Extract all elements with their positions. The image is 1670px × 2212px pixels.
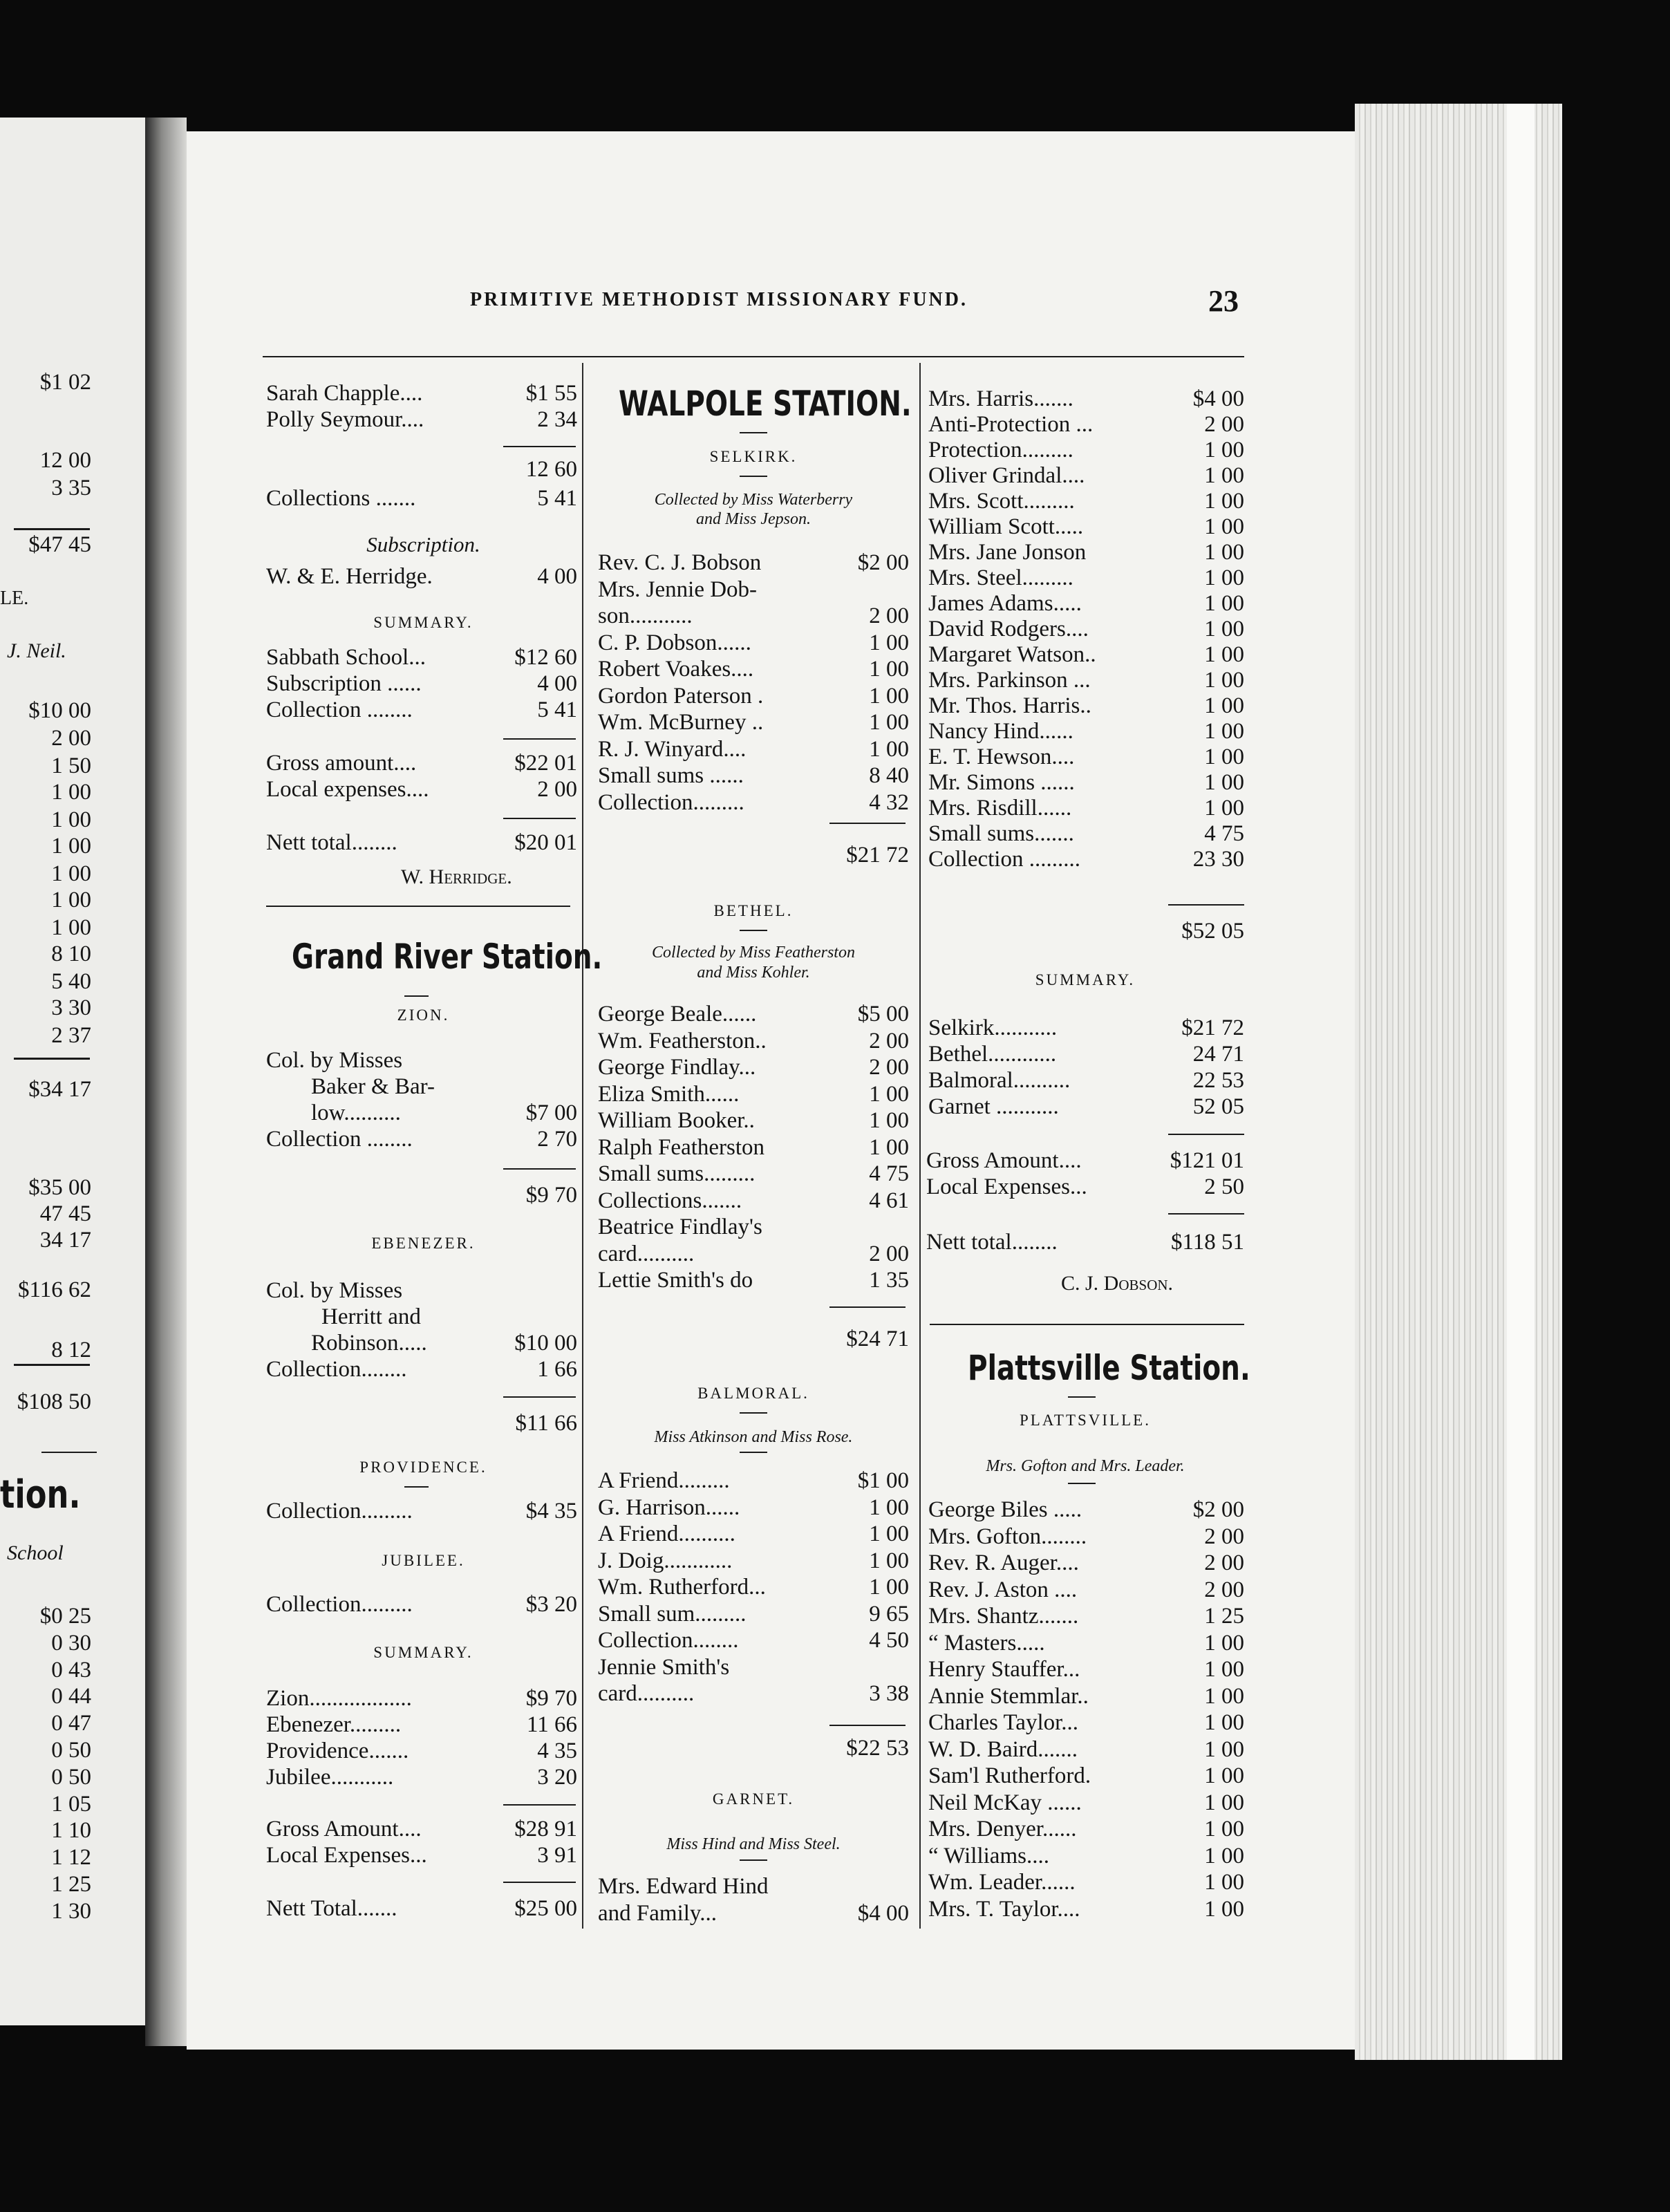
bethel-collectors: Collected by Miss Featherston [652, 944, 855, 962]
left-page-value: 12 00 [39, 448, 91, 473]
entry-amount: 1 00 [869, 630, 909, 655]
entry-amount: $4 00 [1192, 386, 1244, 411]
entry-amount: 1 00 [1204, 693, 1244, 718]
entry-amount: 2 00 [869, 603, 909, 628]
entry-amount: 1 00 [1204, 1790, 1244, 1815]
signature: W. Herridge. [401, 865, 512, 888]
entry-amount: 8 40 [869, 763, 909, 788]
entry-amount: 1 00 [1204, 1736, 1244, 1762]
left-page-value: 0 50 [51, 1764, 91, 1790]
entry-name: “ Masters..... [928, 1630, 1045, 1656]
entry-name: Collection......... [598, 789, 744, 815]
entry-name: James Adams..... [928, 591, 1082, 616]
grand-river-station-title: Grand River Station. [292, 937, 603, 977]
entry-name: Mrs. T. Taylor.... [928, 1896, 1080, 1922]
entry-name: Protection......... [928, 438, 1073, 462]
summary-heading: SUMMARY. [373, 614, 473, 631]
entry-name: Collection ......... [928, 847, 1080, 872]
left-page-value: 1 00 [51, 780, 91, 805]
entry-amount: 4 32 [869, 789, 909, 815]
entry-amount: 1 00 [1204, 540, 1244, 565]
entry-name: Wm. Leader...... [928, 1870, 1076, 1895]
entry-name: Gordon Paterson . [598, 683, 764, 709]
sum-rule [1168, 1213, 1244, 1215]
summary-heading: SUMMARY. [1035, 971, 1136, 988]
entry-name: George Biles ..... [928, 1497, 1082, 1522]
entry-name: “ Williams.... [928, 1843, 1049, 1868]
header-rule [263, 356, 1244, 357]
signature: C. J. Dobson. [1061, 1272, 1174, 1295]
entry-amount: 2 00 [1204, 1550, 1244, 1575]
entry-name: Small sums ...... [598, 763, 744, 788]
entry-name: Mrs. Steel......... [928, 565, 1073, 590]
entry-name: Balmoral.......... [928, 1068, 1071, 1093]
entry-name: card.......... [598, 1681, 695, 1706]
sum-rule [829, 1306, 906, 1308]
entry-amount: 23 30 [1192, 847, 1244, 872]
left-page-value: $34 17 [28, 1077, 91, 1102]
entry-name: Collections....... [598, 1188, 742, 1213]
entry-amount: 4 75 [1204, 821, 1244, 846]
entry-name: G. Harrison...... [598, 1494, 740, 1520]
left-rule [14, 1364, 90, 1366]
zion-collector-line: Col. by Misses [266, 1048, 403, 1073]
entry-amount: 2 00 [869, 1055, 909, 1080]
entry-name: Mr. Simons ...... [928, 770, 1075, 795]
entry-amount: 1 00 [1204, 668, 1244, 693]
ebenezer-collector-line: Col. by Misses [266, 1278, 403, 1303]
entry-name: W. D. Baird....... [928, 1736, 1078, 1762]
entry-name: Mrs. Edward Hind [598, 1874, 769, 1899]
entry-name: Mr. Thos. Harris.. [928, 693, 1091, 718]
entry-amount: 1 25 [1204, 1604, 1244, 1629]
zion-collector-line: Baker & Bar- [311, 1074, 435, 1099]
entry-name: Annie Stemmlar.. [928, 1683, 1089, 1709]
sum-rule [503, 1882, 576, 1883]
left-page-value: 1 12 [51, 1845, 91, 1871]
dash-rule [404, 995, 429, 997]
entry-amount: 1 00 [1204, 719, 1244, 744]
entry-name: Mrs. Jane Jonson [928, 540, 1087, 565]
entry-amount: 1 00 [869, 1575, 909, 1600]
left-page-value: 1 25 [51, 1872, 91, 1897]
entry-name: Jennie Smith's [598, 1654, 730, 1680]
entry-name: Small sums....... [928, 821, 1074, 846]
left-page-value: 0 43 [51, 1657, 91, 1683]
left-page-value: 1 00 [51, 807, 91, 832]
left-page-value: 47 45 [39, 1201, 91, 1226]
column-divider [919, 363, 921, 1929]
entry-name: Eliza Smith...... [598, 1081, 740, 1107]
entry-amount: 24 71 [1192, 1042, 1244, 1067]
entry-name: son........... [598, 603, 693, 628]
entry-name: Beatrice Findlay's [598, 1215, 762, 1239]
left-page-value: 2 00 [51, 726, 91, 751]
left-page-value: 8 10 [51, 941, 91, 966]
left-page-label-school: School [7, 1541, 64, 1564]
entry-amount: 1 00 [1204, 1630, 1244, 1656]
entry-name: Ralph Featherston [598, 1134, 765, 1160]
entry-name: card.......... [598, 1241, 695, 1266]
entry-name: Wm. Featherston.. [598, 1028, 767, 1053]
entry-name: Henry Stauffer... [928, 1657, 1080, 1682]
page-edge-highlight [1507, 104, 1535, 2060]
entry-amount: 3 38 [869, 1681, 909, 1706]
entry-name: Mrs. Harris....... [928, 386, 1073, 411]
dash-rule [1068, 1483, 1096, 1484]
entry-name: Small sum......... [598, 1601, 747, 1627]
entry-amount: 2 00 [1204, 1524, 1244, 1549]
entry-amount: 1 00 [1204, 591, 1244, 616]
entry-amount: 1 00 [1204, 770, 1244, 795]
entry-amount: 1 00 [1204, 1710, 1244, 1735]
entry-amount: 1 00 [1204, 565, 1244, 590]
left-page-value: 3 30 [51, 995, 91, 1020]
entry-amount: 4 61 [869, 1188, 909, 1213]
entry-name: Collection........ [598, 1628, 739, 1653]
sum-rule [503, 1396, 576, 1398]
entry-amount: 4 50 [869, 1628, 909, 1653]
entry-name: Nancy Hind...... [928, 719, 1073, 744]
left-page-value: 1 50 [51, 753, 91, 778]
entry-amount: 1 00 [1204, 1843, 1244, 1868]
left-rule [14, 528, 90, 530]
entry-name: Mrs. Shantz....... [928, 1604, 1079, 1629]
sum-rule [1168, 904, 1244, 906]
entry-amount: 1 00 [1204, 1683, 1244, 1709]
entry-name: Margaret Watson.. [928, 642, 1096, 667]
left-page-value: 8 12 [51, 1338, 91, 1362]
entry-amount: 1 00 [1204, 438, 1244, 462]
plattsville-station-title: Plattsville Station. [968, 1348, 1250, 1388]
dash-rule [404, 1486, 429, 1488]
entry-name: Mrs. Denyer...... [928, 1817, 1077, 1841]
left-page-value: 0 44 [51, 1684, 91, 1709]
entry-name: E. T. Hewson.... [928, 744, 1075, 769]
entry-amount: 2 00 [1204, 412, 1244, 437]
summary-heading: SUMMARY. [373, 1644, 473, 1661]
entry-name: Garnet ........... [928, 1094, 1059, 1119]
left-page-value: 5 40 [51, 969, 91, 994]
left-rule [14, 1058, 90, 1060]
entry-name: Mrs. Jennie Dob- [598, 577, 758, 602]
entry-name: Anti-Protection ... [928, 412, 1094, 437]
entry-amount: $5 00 [857, 1002, 909, 1027]
book-gutter [145, 118, 187, 2046]
bethel-heading: BETHEL. [713, 902, 794, 919]
entry-amount: 1 00 [869, 1521, 909, 1546]
sum-rule [829, 1725, 906, 1726]
dash-rule [740, 930, 767, 931]
dash-rule [740, 476, 767, 477]
entry-name: Mrs. Risdill...... [928, 796, 1072, 821]
entry-name: William Scott..... [928, 514, 1084, 539]
selkirk-collectors: Collected by Miss Waterberry [654, 491, 853, 509]
left-page-value: 2 37 [51, 1023, 91, 1048]
entry-name: Small sums......... [598, 1161, 756, 1186]
entry-name: Sam'l Rutherford. [928, 1763, 1091, 1788]
ebenezer-heading: EBENEZER. [371, 1235, 476, 1252]
sum-rule [503, 738, 576, 740]
left-page-value: $0 25 [39, 1604, 91, 1629]
dash-rule [740, 1452, 767, 1453]
entry-amount: 1 00 [1204, 514, 1244, 539]
entry-amount: 1 35 [869, 1268, 909, 1293]
walpole-station-title: WALPOLE STATION. [619, 384, 912, 424]
entry-name: Lettie Smith's do [598, 1268, 753, 1293]
entry-amount: $4 00 [857, 1900, 909, 1926]
left-page-value: $47 45 [28, 532, 91, 557]
left-page-value: 34 17 [39, 1228, 91, 1253]
entry-amount: 1 00 [1204, 1870, 1244, 1895]
selkirk-collectors: and Miss Jepson. [696, 510, 811, 528]
subscription-heading: Subscription. [366, 532, 480, 556]
entry-name: Mrs. Gofton........ [928, 1524, 1087, 1549]
left-page-value: $116 62 [17, 1277, 91, 1302]
zion-heading: ZION. [397, 1006, 450, 1024]
left-page-value: $10 00 [28, 698, 91, 723]
providence-heading: PROVIDENCE. [359, 1459, 487, 1476]
entry-amount: $21 72 [1181, 1015, 1244, 1040]
bethel-collectors: and Miss Kohler. [697, 964, 810, 982]
dash-rule [740, 1859, 767, 1861]
left-page-value: $1 02 [39, 370, 91, 395]
dash-rule [1068, 1396, 1096, 1398]
left-page-value: 3 35 [51, 476, 91, 500]
section-rule [930, 1324, 1244, 1325]
entry-amount: 9 65 [869, 1601, 909, 1627]
ebenezer-collector-line: Herritt and [321, 1304, 421, 1329]
left-page-value: 1 00 [51, 915, 91, 940]
left-page-value: 1 30 [51, 1898, 91, 1924]
entry-amount: 1 00 [1204, 617, 1244, 641]
entry-name: Selkirk........... [928, 1015, 1058, 1040]
entry-amount: 1 00 [1204, 489, 1244, 514]
entry-name: Neil McKay ...... [928, 1790, 1082, 1815]
entry-name: A Friend.......... [598, 1521, 735, 1546]
entry-name: Wm. Rutherford... [598, 1575, 766, 1600]
left-page-label-neil: J. Neil. [7, 639, 66, 662]
plattsville-collectors: Mrs. Gofton and Mrs. Leader. [986, 1457, 1185, 1475]
sum-rule [503, 1804, 576, 1806]
entry-name: C. P. Dobson...... [598, 630, 751, 655]
entry-amount: 1 00 [869, 710, 909, 735]
entry-amount: 1 00 [869, 1081, 909, 1107]
entry-amount: 1 00 [869, 1494, 909, 1520]
selkirk-heading: SELKIRK. [709, 448, 798, 465]
left-page-value: $35 00 [28, 1175, 91, 1200]
entry-amount: 2 00 [869, 1241, 909, 1266]
entry-amount: 1 00 [1204, 1896, 1244, 1922]
left-page-value: 0 47 [51, 1711, 91, 1736]
entry-name: R. J. Winyard.... [598, 736, 747, 762]
sum-rule [503, 818, 576, 819]
dash-rule [740, 432, 767, 433]
entry-name: Oliver Grindal.... [928, 463, 1085, 488]
entry-amount: 1 00 [1204, 1763, 1244, 1788]
entry-name: Mrs. Scott......... [928, 489, 1075, 514]
page-number: 23 [1208, 284, 1239, 318]
entry-amount: $1 00 [857, 1468, 909, 1493]
entry-amount: 1 00 [869, 683, 909, 709]
entry-name: and Family... [598, 1900, 717, 1926]
sum-rule [503, 446, 576, 447]
left-page-value: 0 30 [51, 1630, 91, 1656]
entry-amount: 1 00 [869, 1108, 909, 1133]
plattsville-heading: PLATTSVILLE. [1020, 1412, 1151, 1429]
column-divider [582, 363, 583, 1929]
entry-amount: 1 00 [869, 1548, 909, 1573]
section-rule [266, 906, 570, 907]
left-page-value: 1 10 [51, 1818, 91, 1844]
left-page-value: 1 05 [51, 1791, 91, 1817]
entry-amount: 1 00 [1204, 1657, 1244, 1682]
balmoral-collectors: Miss Atkinson and Miss Rose. [654, 1428, 853, 1446]
sum-rule [829, 823, 906, 824]
entry-name: A Friend......... [598, 1468, 730, 1493]
garnet-collectors: Miss Hind and Miss Steel. [666, 1835, 841, 1853]
entry-name: J. Doig............ [598, 1548, 733, 1573]
entry-name: Charles Taylor... [928, 1710, 1079, 1735]
entry-amount: 1 00 [869, 736, 909, 762]
dash-rule [740, 1412, 767, 1414]
entry-amount: 1 00 [869, 1134, 909, 1160]
left-page-value: 0 50 [51, 1738, 91, 1763]
entry-amount: 22 53 [1192, 1068, 1244, 1093]
entry-amount: 1 00 [1204, 796, 1244, 821]
entry-amount: $2 00 [857, 550, 909, 575]
balmoral-heading: BALMORAL. [697, 1385, 809, 1402]
left-page-station-title: tion. [0, 1472, 81, 1517]
left-page-value: $108 50 [17, 1389, 91, 1414]
page-header-title: PRIMITIVE METHODIST MISSIONARY FUND. [470, 289, 968, 310]
entry-name: David Rodgers.... [928, 617, 1089, 641]
entry-name: Rev. J. Aston .... [928, 1577, 1078, 1602]
left-page-value: 1 00 [51, 834, 91, 859]
entry-name: George Beale...... [598, 1002, 757, 1027]
left-page-value: 1 00 [51, 861, 91, 886]
entry-name: William Booker.. [598, 1108, 755, 1133]
entry-amount: 4 75 [869, 1161, 909, 1186]
entry-name: Mrs. Parkinson ... [928, 668, 1091, 693]
entry-name: Wm. McBurney .. [598, 710, 764, 735]
entry-amount: 1 00 [869, 657, 909, 682]
entry-name: Robert Voakes.... [598, 657, 754, 682]
entry-amount: 2 00 [869, 1028, 909, 1053]
entry-amount: 1 00 [1204, 463, 1244, 488]
left-page-label-le: LE. [0, 588, 29, 609]
left-page-value: 1 00 [51, 888, 91, 912]
jubilee-heading: JUBILEE. [382, 1552, 465, 1569]
entry-amount: 1 00 [1204, 1817, 1244, 1841]
entry-amount: 1 00 [1204, 642, 1244, 667]
garnet-heading: GARNET. [712, 1790, 795, 1808]
entry-name: Bethel............ [928, 1042, 1057, 1067]
left-rule [41, 1452, 97, 1453]
entry-amount: 1 00 [1204, 744, 1244, 769]
entry-name: George Findlay... [598, 1055, 756, 1080]
sum-rule [1168, 1134, 1244, 1135]
sum-rule [503, 1168, 576, 1170]
entry-amount: 2 00 [1204, 1577, 1244, 1602]
entry-name: Rev. R. Auger.... [928, 1550, 1079, 1575]
entry-amount: $2 00 [1192, 1497, 1244, 1522]
entry-name: Rev. C. J. Bobson [598, 550, 762, 575]
entry-amount: 52 05 [1192, 1094, 1244, 1119]
